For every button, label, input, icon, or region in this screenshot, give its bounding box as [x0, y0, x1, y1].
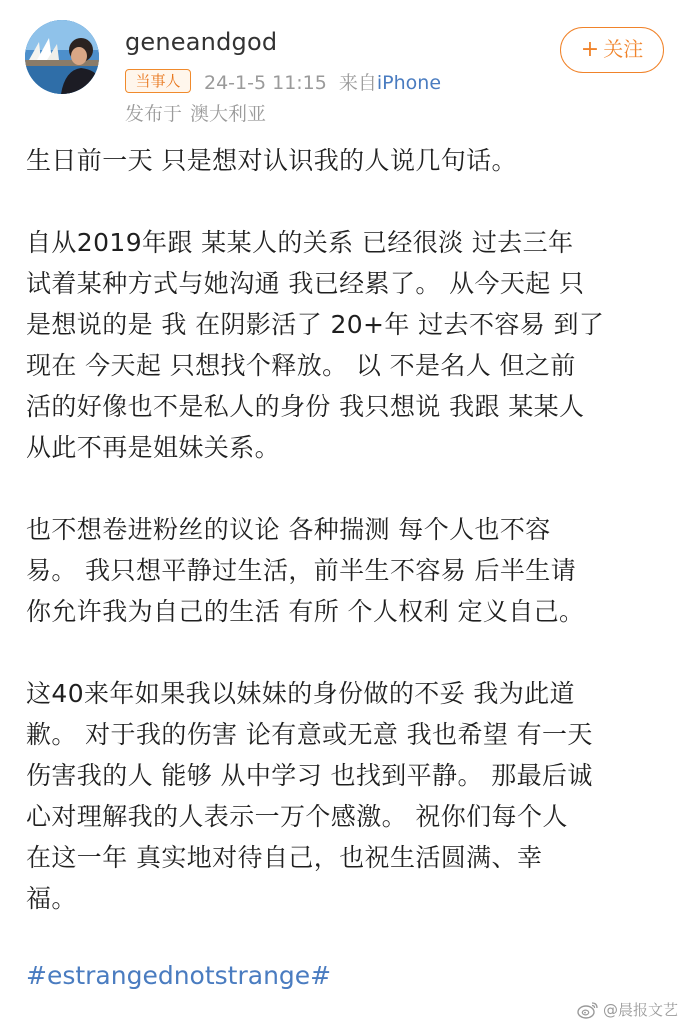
- post-paragraph: 这40来年如果我以妹妹的身份做的不妥 我为此道 歉。 对于我的伤害 论有意或无意 我也希望 有一天 伤害我的人 能够 从中学习 也找到平静。 那最后诚 心对理解我的人表示一万个感激。 祝你们每个人 在这一年 真实地对待自己，也祝生活圆满、幸 福。: [26, 679, 593, 913]
- post-paragraph: 生日前一天 只是想对认识我的人说几句话。: [26, 146, 517, 175]
- avatar[interactable]: [25, 20, 99, 94]
- post-header: [0, 0, 690, 130]
- post-paragraph: 也不想卷进粉丝的议论 各种揣测 每个人也不容 易。 我只想平静过生活，前半生不容易 后半生请 你允许我为自己的生活 有所 个人权利 定义自己。: [26, 515, 585, 626]
- follow-button[interactable]: [560, 27, 664, 73]
- follow-button-label: 关注: [603, 37, 644, 61]
- post-location: [125, 99, 266, 126]
- watermark-text: @晨报文艺: [602, 1001, 678, 1019]
- involved-party-badge: 当事人: [125, 69, 191, 93]
- plus-icon: +: [580, 37, 600, 62]
- source-link[interactable]: iPhone: [376, 72, 442, 94]
- source-prefix: 来自: [338, 72, 377, 94]
- hashtag-link[interactable]: #estrangednotstrange#: [26, 961, 332, 990]
- avatar-photo-icon: [25, 20, 99, 94]
- location-value: 澳大利亚: [190, 103, 267, 125]
- post-timestamp: 24-1-5 11:15: [204, 72, 327, 94]
- watermark: [577, 999, 678, 1020]
- post-body: [26, 140, 666, 960]
- weibo-logo-icon: [577, 1001, 599, 1019]
- post-paragraph: 自从2019年跟 某某人的关系 已经很淡 过去三年 试着某种方式与她沟通 我已经累了。 从今天起 只 是想说的是 我 在阴影活了 20+年 过去不容易 到了 现在 今天起 只想找个释放。 以 不是名人 但之前 活的好像也不是私人的身份 我只想说 我跟 某某人 从此不再是姐妹关系。: [26, 228, 605, 462]
- post-meta: [204, 68, 441, 95]
- username[interactable]: geneandgod: [125, 28, 278, 56]
- location-label: 发布于: [125, 103, 183, 125]
